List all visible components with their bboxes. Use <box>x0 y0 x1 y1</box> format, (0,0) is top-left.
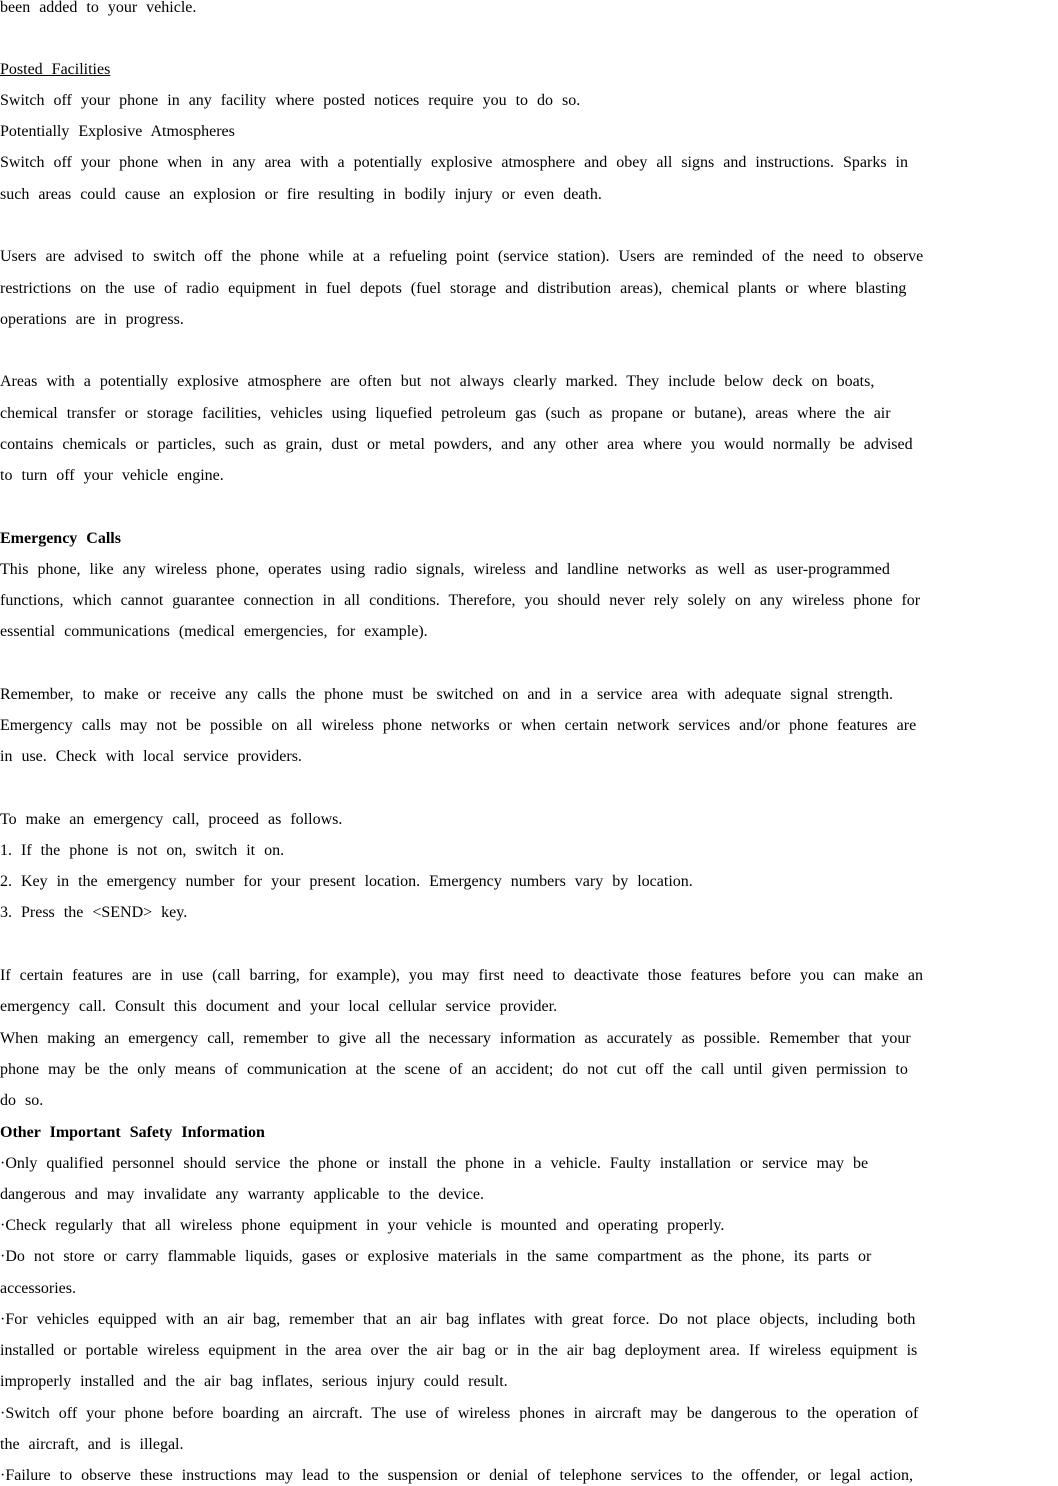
text-line: Areas with a potentially explosive atmosphere are often but not always clearly marked. They include below deck on boats, <box>0 373 875 390</box>
text-line: emergency call. Consult this document and your local cellular service provider. <box>0 998 558 1015</box>
section-heading-other-safety: Other Important Safety Information <box>0 1124 265 1141</box>
list-item: 1. If the phone is not on, switch it on. <box>0 842 285 859</box>
text-line: When making an emergency call, remember to give all the necessary information as accurately as possible. Remember that your <box>0 1030 911 1047</box>
text-line: been added to your vehicle. <box>0 0 197 16</box>
text-line: operations are in progress. <box>0 311 184 328</box>
bullet-item: ·Check regularly that all wireless phone equipment in your vehicle is mounted and operating properly. <box>0 1217 725 1234</box>
text-line: do so. <box>0 1092 44 1109</box>
text-line: Users are advised to switch off the phone while at a refueling point (service station). Users are reminded of the need to observe <box>0 248 924 265</box>
text-line: contains chemicals or particles, such as grain, dust or metal powders, and any other area where you would normally be advised <box>0 436 913 453</box>
bullet-item: ·Switch off your phone before boarding an aircraft. The use of wireless phones in aircraft may be dangerous to the operation of <box>0 1405 919 1422</box>
text-line: chemical transfer or storage facilities, vehicles using liquefied petroleum gas (such as propane or butane), areas where the air <box>0 405 891 422</box>
section-heading-emergency-calls: Emergency Calls <box>0 530 121 547</box>
text-line: Remember, to make or receive any calls the phone must be switched on and in a service area with adequate signal strength. <box>0 686 893 703</box>
text-line: restrictions on the use of radio equipment in fuel depots (fuel storage and distribution areas), chemical plants or where blasting <box>0 280 907 297</box>
text-line: improperly installed and the air bag inflates, serious injury could result. <box>0 1373 508 1390</box>
bullet-item: ·Failure to observe these instructions may lead to the suspension or denial of telephone services to the offender, or legal action, <box>0 1467 914 1484</box>
text-line: such areas could cause an explosion or fire resulting in bodily injury or even death. <box>0 186 602 203</box>
text-line: installed or portable wireless equipment in the area over the air bag or in the air bag deployment area. If wireless equipment is <box>0 1342 918 1359</box>
text-line: accessories. <box>0 1280 76 1297</box>
text-line: Switch off your phone in any facility where posted notices require you to do so. <box>0 92 581 109</box>
text-line: to turn off your vehicle engine. <box>0 467 224 484</box>
text-line: dangerous and may invalidate any warranty applicable to the device. <box>0 1186 484 1203</box>
bullet-item: ·Only qualified personnel should service the phone or install the phone in a vehicle. Faulty installation or service may be <box>0 1155 869 1172</box>
text-line: functions, which cannot guarantee connection in all conditions. Therefore, you should never rely solely on any wireless phone for <box>0 592 921 609</box>
bullet-item: ·Do not store or carry flammable liquids, gases or explosive materials in the same compartment as the phone, its parts or <box>0 1248 872 1265</box>
bullet-item: ·For vehicles equipped with an air bag, remember that an air bag inflates with great force. Do not place objects, including both <box>0 1311 916 1328</box>
text-line: If certain features are in use (call barring, for example), you may first need to deactivate those features before you can make an <box>0 967 923 984</box>
text-line: Switch off your phone when in any area with a potentially explosive atmosphere and obey all signs and instructions. Sparks in <box>0 154 908 171</box>
section-heading-posted-facilities: Posted Facilities <box>0 61 111 78</box>
text-line: essential communications (medical emergencies, for example). <box>0 623 428 640</box>
text-line: This phone, like any wireless phone, operates using radio signals, wireless and landline networks as well as user-programmed <box>0 561 890 578</box>
text-line: phone may be the only means of communication at the scene of an accident; do not cut off the call until given permission to <box>0 1061 908 1078</box>
list-item: 2. Key in the emergency number for your present location. Emergency numbers vary by location. <box>0 873 693 890</box>
text-line: in use. Check with local service providers. <box>0 748 302 765</box>
text-line: Emergency calls may not be possible on all wireless phone networks or when certain network services and/or phone features are <box>0 717 917 734</box>
text-line: the aircraft, and is illegal. <box>0 1436 184 1453</box>
subheading-explosive-atmospheres: Potentially Explosive Atmospheres <box>0 123 235 140</box>
list-item: 3. Press the <SEND> key. <box>0 904 188 921</box>
text-line: To make an emergency call, proceed as follows. <box>0 811 343 828</box>
